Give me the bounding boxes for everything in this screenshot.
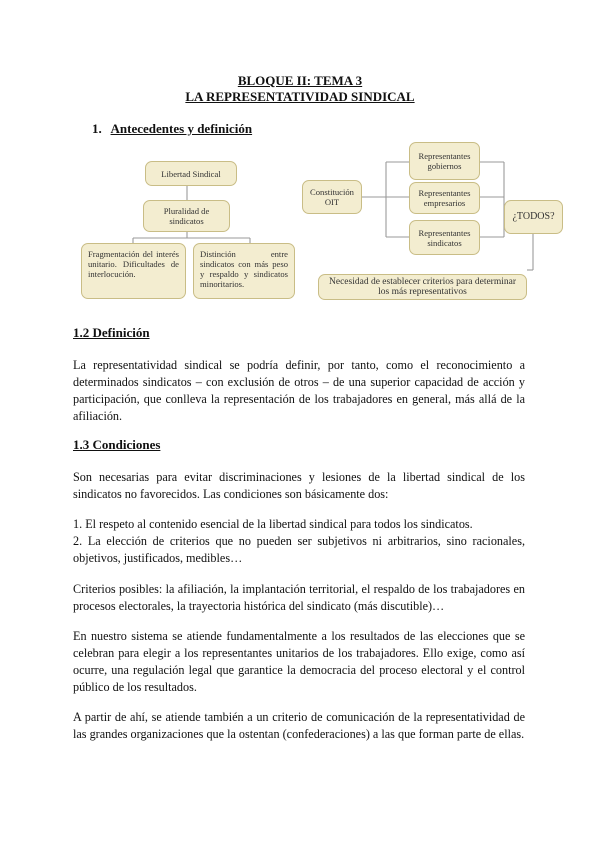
diagram-box-rep-sindicatos xyxy=(409,220,480,255)
diagram-text-libertad: Libertad Sindical xyxy=(161,168,221,179)
diagram-box-rep-gobiernos xyxy=(409,142,480,180)
diagram-text-distincion: Distinción entre sindicatos con más peso y respaldo y sindicatos minoritarios. xyxy=(200,249,288,289)
section-1-2-heading: 1.2 Definición xyxy=(73,325,150,340)
diagram-box-pluralidad xyxy=(143,200,230,232)
section-1-3-heading: 1.3 Condiciones xyxy=(73,437,161,452)
diagram-box-rep-empresarios xyxy=(409,182,480,214)
condition-2: 2. La elección de criterios que no pueden ser subjetivos ni arbitrarios, sino racionales, objetivos, justificados, medibles… xyxy=(73,534,525,565)
document-title-line1: BLOQUE II: TEMA 3 xyxy=(237,73,363,88)
section-1-title: Antecedentes y definición xyxy=(110,121,253,136)
diagram-box-constitucion xyxy=(302,180,362,214)
diagram-box-distincion xyxy=(193,243,295,299)
diagram-box-todos xyxy=(504,200,563,234)
criterios-paragraph: Criterios posibles: la afiliación, la implantación territorial, el respaldo de los trabajadores en procesos electorales, la trayectoria histórica del sindicato (más discutible)… xyxy=(73,582,525,613)
sistema-paragraph: En nuestro sistema se atiende fundamentalmente a los resultados de las elecciones que se celebran para elegir a los representantes unitarios de los trabajadores. Ello exige, como así ocurre, una regulación legal que garantice la democracia del proceso electoral y el control público de los resultados. xyxy=(73,629,525,694)
diagram-text-todos: ¿TODOS? xyxy=(512,211,555,222)
section-1-3-intro: Son necesarias para evitar discriminaciones y lesiones de la libertad sindical de los sindicatos no favorecidos. Las condiciones son básicamente dos: xyxy=(73,470,525,501)
diagram-text-rep-empresarios: Representantes empresarios xyxy=(418,188,471,208)
diagram-box-fragmentacion xyxy=(81,243,186,299)
diagram-box-libertad xyxy=(145,161,237,186)
section-1-number: 1. xyxy=(92,121,102,136)
section-1-2-paragraph: La representatividad sindical se podría definir, por tanto, como el reconocimiento a determinados sindicatos – con exclusión de otros – de una superior capacidad de acción y participación, que conlleva la representación de los trabajadores en general, más allá de la afiliación. xyxy=(73,358,525,423)
diagram-text-pluralidad: Pluralidad de sindicatos xyxy=(163,206,210,226)
diagram-text-rep-sindicatos: Representantes sindicatos xyxy=(418,227,471,248)
document-title-line2: LA REPRESENTATIVIDAD SINDICAL xyxy=(185,89,415,104)
diagram-text-constitucion: Constitución OIT xyxy=(310,187,354,207)
diagram-text-necesidad: Necesidad de establecer criterios para determinar los más representativos xyxy=(329,277,516,297)
diagram-text-rep-gobiernos: Representantes gobiernos xyxy=(418,151,471,171)
diagram-box-necesidad xyxy=(318,274,527,300)
diagram-text-fragmentacion: Fragmentación del interés unitario. Dificultades de interlocución. xyxy=(88,249,179,279)
condition-1: 1. El respeto al contenido esencial de la libertad sindical para todos los sindicatos. xyxy=(73,517,473,531)
section-1-heading xyxy=(92,121,252,137)
apartir-paragraph: A partir de ahí, se atiende también a un criterio de comunicación de la representatividad de las grandes organizaciones que la ostentan (confederaciones) a las que forman parte de ellas. xyxy=(73,710,525,741)
